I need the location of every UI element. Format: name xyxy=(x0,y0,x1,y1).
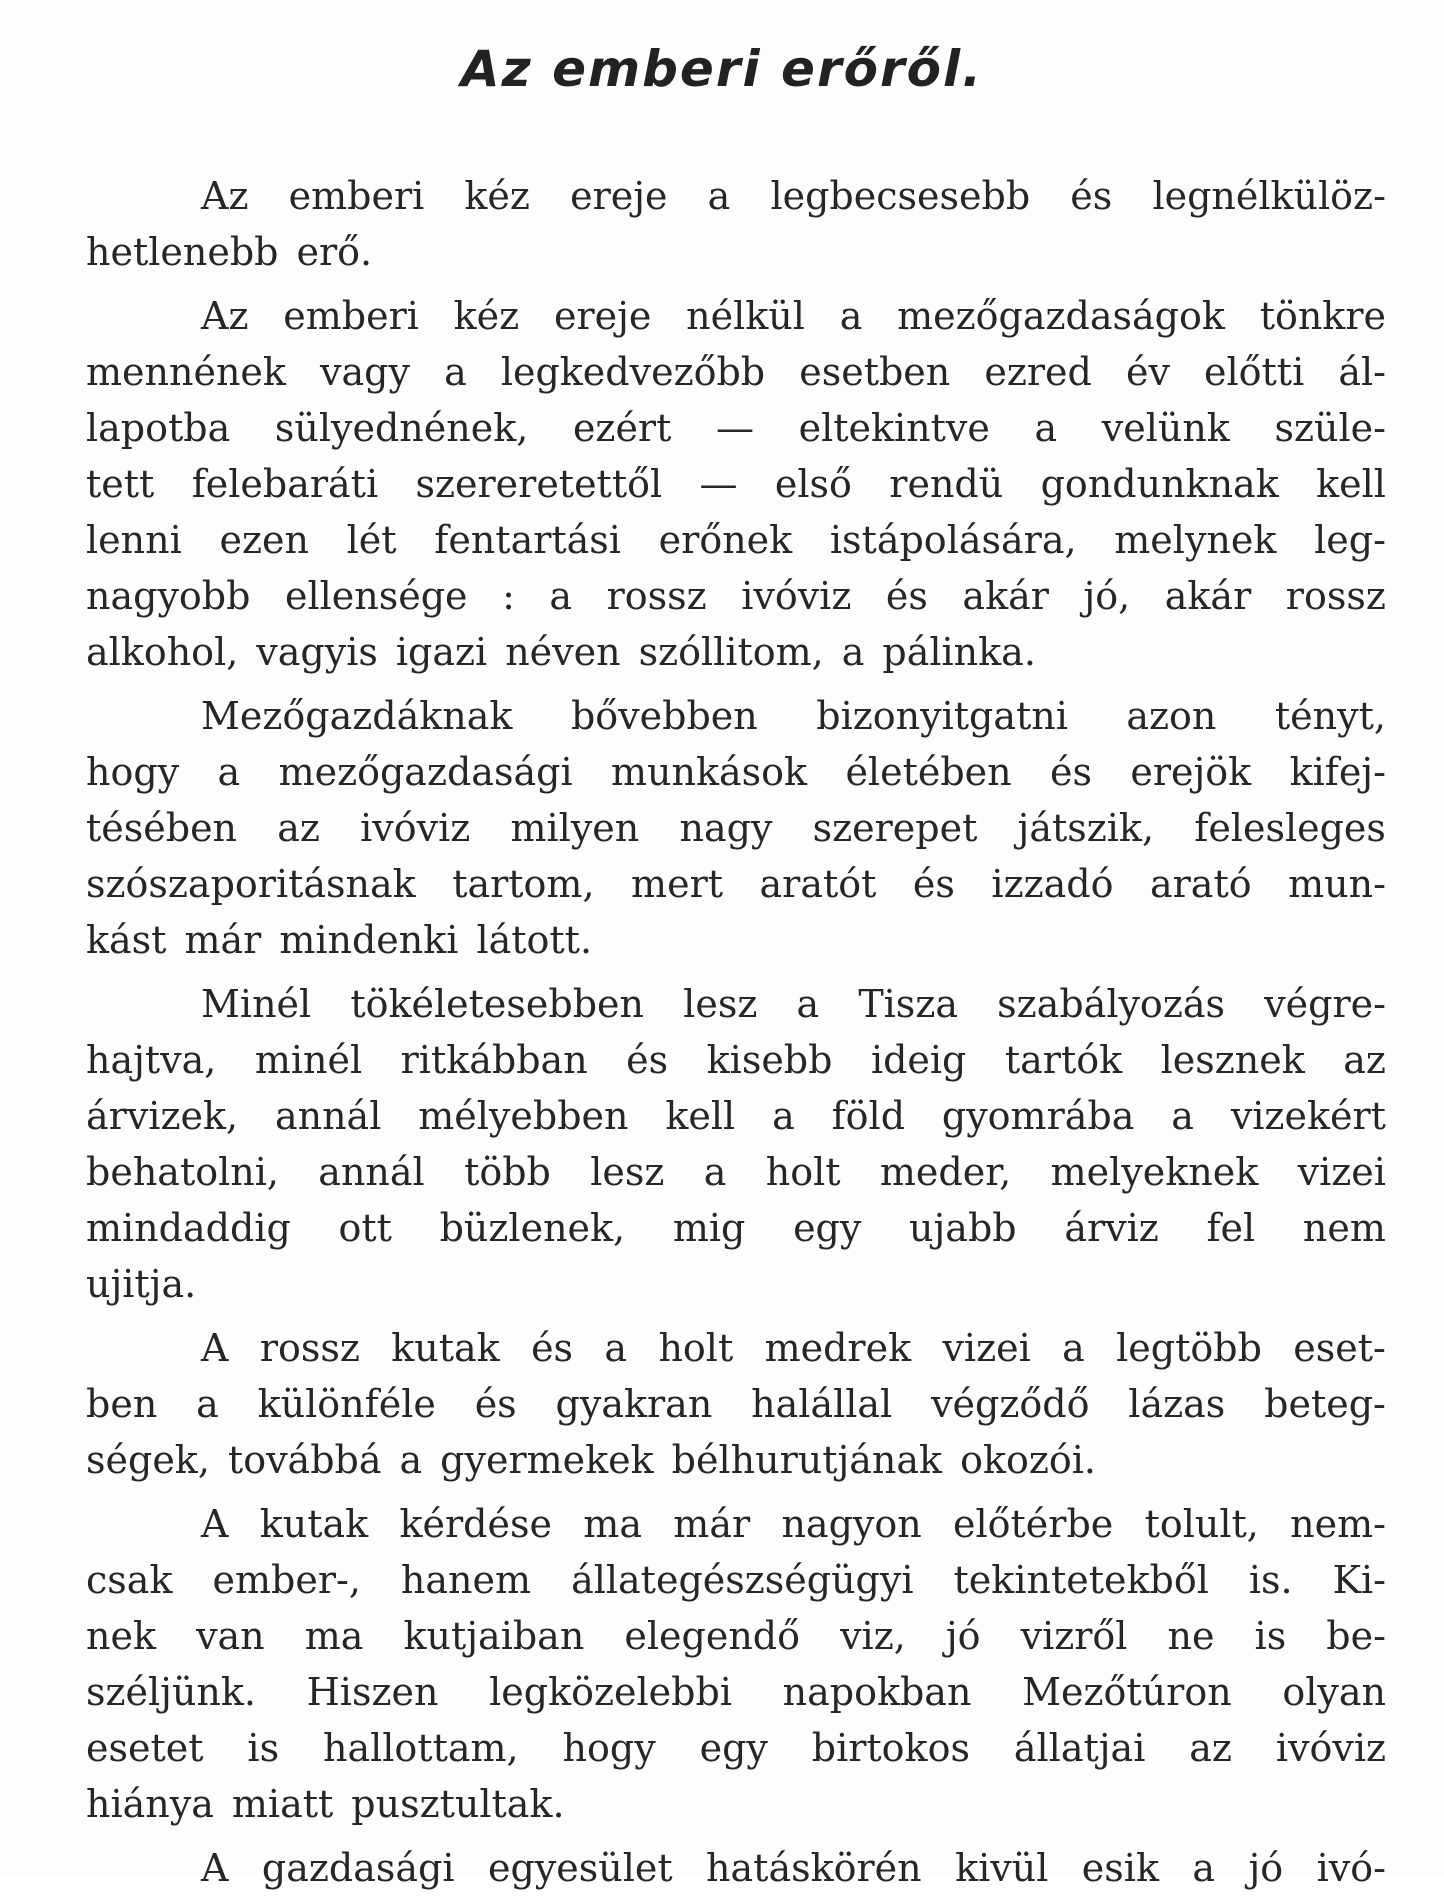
text-line: A kutak kérdése ma már nagyon előtérbe tolult, nem- xyxy=(201,1502,1386,1546)
text-line: behatolni, annál több lesz a holt meder, melyeknek vizei xyxy=(86,1150,1386,1194)
text-line: A gazdasági egyesület hatáskörén kivül esik a jó ivó- xyxy=(201,1846,1386,1890)
paragraph xyxy=(86,1496,1386,1832)
text-line: nagyobb ellensége : a rossz ivóviz és akár jó, akár rossz xyxy=(86,574,1386,618)
text-line: Mezőgazdáknak bővebben bizonyitgatni azon tényt, xyxy=(201,694,1386,738)
text-line: csak ember-, hanem állategészségügyi tekintetekből is. Ki- xyxy=(86,1558,1386,1602)
text-line: árvizek, annál mélyebben kell a föld gyomrába a vizekért xyxy=(86,1094,1386,1138)
text-line: hogy a mezőgazdasági munkások életében és erejök kifej- xyxy=(86,750,1386,794)
text-line: hajtva, minél ritkábban és kisebb ideig tartók lesznek az xyxy=(86,1038,1386,1082)
text-line: kást már mindenki látott. xyxy=(86,918,593,962)
text-line: alkohol, vagyis igazi néven szóllitom, a pálinka. xyxy=(86,630,1036,674)
text-line: lapotba sülyednének, ezért — eltekintve a velünk szüle- xyxy=(86,406,1386,450)
paragraph xyxy=(86,288,1386,680)
paragraph xyxy=(86,168,1386,280)
text-line: tett felebaráti szereretettől — első rendü gondunknak kell xyxy=(86,462,1386,506)
text-line: Az emberi kéz ereje nélkül a mezőgazdaságok tönkre xyxy=(201,294,1386,338)
paragraph xyxy=(86,688,1386,968)
text-line: nek van ma kutjaiban elegendő viz, jó vizről ne is be- xyxy=(86,1614,1386,1658)
paragraph xyxy=(86,1320,1386,1488)
text-line: tésében az ivóviz milyen nagy szerepet játszik, felesleges xyxy=(86,806,1386,850)
paragraph xyxy=(86,976,1386,1312)
article-body xyxy=(86,168,1386,1896)
text-line: lenni ezen lét fentartási erőnek istápolására, melynek leg- xyxy=(86,518,1386,562)
article-title: Az emberi erőről. xyxy=(460,40,984,98)
text-line: ben a különféle és gyakran halállal végződő lázas beteg- xyxy=(86,1382,1386,1426)
text-line: mindaddig ott büzlenek, mig egy ujabb árviz fel nem xyxy=(86,1206,1386,1250)
text-line: szószaporitásnak tartom, mert aratót és izzadó arató mun- xyxy=(86,862,1386,906)
text-line: Az emberi kéz ereje a legbecsesebb és legnélkülöz- xyxy=(201,174,1386,218)
text-line: széljünk. Hiszen legközelebbi napokban Mezőtúron olyan xyxy=(86,1670,1386,1714)
paragraph xyxy=(86,1840,1386,1896)
text-line: ségek, továbbá a gyermekek bélhurutjának okozói. xyxy=(86,1438,1097,1482)
text-line: hiánya miatt pusztultak. xyxy=(86,1782,565,1826)
text-line: esetet is hallottam, hogy egy birtokos állatjai az ivóviz xyxy=(86,1726,1386,1770)
text-line: mennének vagy a legkedvezőbb esetben ezred év előtti ál- xyxy=(86,350,1386,394)
text-line: A rossz kutak és a holt medrek vizei a legtöbb eset- xyxy=(201,1326,1386,1370)
text-line: Minél tökéletesebben lesz a Tisza szabályozás végre- xyxy=(201,982,1386,1026)
text-line: hetlenebb erő. xyxy=(86,230,373,274)
text-line: ujitja. xyxy=(86,1262,197,1306)
